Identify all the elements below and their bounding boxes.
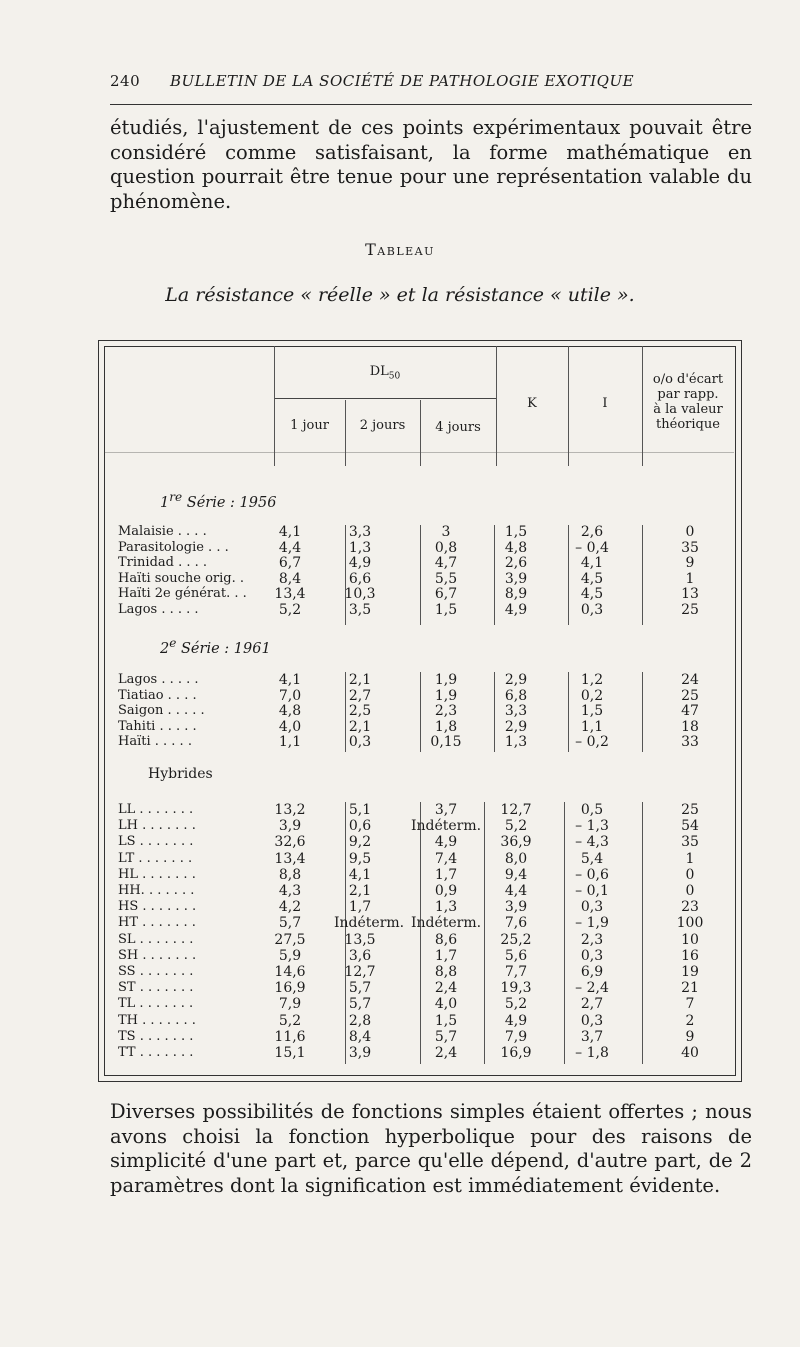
table-cell: 0,3 (580, 899, 604, 916)
table-cell: 3,7 (580, 1028, 604, 1045)
table-cell: 4,9 (504, 601, 528, 618)
row-label: Trinidad . . . . (118, 555, 208, 570)
row-label: SS . . . . . . . (118, 964, 194, 979)
table-cell: 16,9 (274, 980, 306, 997)
table-cell: 36,9 (500, 834, 532, 851)
table-heading: Tableau (365, 240, 435, 259)
table-cell: 7,9 (504, 1028, 528, 1045)
table-cell: 5,2 (504, 996, 528, 1013)
table-cell: 32,6 (274, 834, 306, 851)
row-label: ST . . . . . . . (118, 980, 194, 996)
table-cell: 9,2 (348, 834, 372, 851)
row-label: HL . . . . . . . (118, 866, 196, 882)
table-cell: 2 (685, 1012, 695, 1029)
table-cell: 0,3 (580, 1012, 604, 1029)
table-cell: 0,9 (434, 883, 458, 899)
table-cell: 3,7 (434, 802, 458, 818)
row-label: Lagos . . . . . (118, 601, 199, 617)
paragraph-conclusion: Diverses possibilités de fonctions simples étaient offertes ; nous avons choisi la fonction hyperbolique pour des raisons de simplicité d'une part et, parce qu'elle dépend, d'autre part, de 2 paramètres dont la signification est immédiatement évidente. (110, 1100, 752, 1197)
table-cell: 5,7 (278, 915, 302, 932)
table-cell: 4,0 (278, 718, 302, 735)
table-cell: 7,9 (278, 996, 302, 1013)
table-row (104, 867, 734, 883)
table-cell: Indéterm. (334, 915, 405, 932)
row-label: Saigon . . . . . (118, 703, 205, 718)
table-cell: 1,8 (434, 718, 458, 735)
table-cell: 8,6 (434, 931, 458, 948)
table-cell: 0 (685, 524, 695, 540)
table-cell: – 1,3 (575, 818, 609, 835)
table-cell: – 2,4 (575, 980, 609, 997)
table-cell: 25 (681, 601, 699, 618)
table-cell: 25 (681, 687, 699, 704)
table-cell: 3,3 (504, 703, 528, 719)
row-label: HH. . . . . . . (118, 883, 195, 898)
header-4-jours: 4 jours (435, 420, 481, 435)
table-cell: 4,9 (348, 555, 372, 571)
table-cell: 1 (685, 850, 695, 867)
table-cell: 7,6 (504, 915, 528, 932)
table-cell: 0,3 (348, 734, 372, 750)
table-cell: 4,5 (580, 586, 604, 602)
table-cell: 10,3 (344, 586, 376, 602)
header-i: I (602, 396, 608, 411)
table-cell: 1,2 (580, 672, 604, 688)
table-cell: 19 (681, 964, 699, 980)
row-label: TL . . . . . . . (118, 996, 194, 1012)
table-cell: 4,8 (504, 539, 528, 556)
table-cell: 12,7 (500, 802, 532, 818)
table-cell: 0,3 (580, 601, 604, 618)
table-cell: 5,7 (348, 980, 372, 997)
serie1-num: 1 (160, 494, 170, 511)
table-cell: 5,1 (348, 802, 372, 818)
table-row (104, 883, 734, 899)
row-label: Parasitologie . . . (118, 539, 229, 555)
table-cell: 8,0 (504, 850, 528, 867)
table-row (104, 555, 734, 571)
table-cell: 1,3 (504, 734, 528, 750)
table-cell: 1 (685, 570, 695, 587)
table-row (104, 818, 734, 834)
table-cell: 3,6 (348, 947, 372, 964)
table-row (104, 980, 734, 996)
table-cell: 6,8 (504, 687, 528, 704)
table-cell: 7,4 (434, 850, 458, 867)
table-cell: 40 (681, 1045, 699, 1061)
table-cell: 3,5 (348, 601, 372, 618)
row-label: TT . . . . . . . (118, 1045, 194, 1060)
table-cell: 6,9 (580, 964, 604, 980)
row-label: TS . . . . . . . (118, 1028, 194, 1044)
table-cell: – 1,9 (575, 915, 609, 932)
table-cell: 0,5 (580, 802, 604, 818)
table-row (104, 964, 734, 980)
table-cell: 5,7 (348, 996, 372, 1013)
table-cell: 1,9 (434, 672, 458, 688)
table-row (104, 540, 734, 556)
header-bottom-rule (104, 452, 734, 453)
serie1-sup: re (169, 490, 183, 504)
table-cell: 6,6 (348, 570, 372, 587)
row-label: Malaisie . . . . (118, 524, 207, 539)
header-2-jours: 2 jours (359, 418, 406, 433)
header-k: K (527, 396, 537, 411)
table-cell: 4,8 (278, 703, 302, 719)
table-cell: 14,6 (274, 964, 306, 980)
table-cell: 7 (685, 996, 695, 1013)
table-cell: 1,5 (434, 1012, 458, 1029)
serie2-sup: e (169, 636, 177, 650)
table-cell: 13 (681, 586, 699, 602)
table-cell: 1,7 (348, 899, 372, 916)
row-label: LT . . . . . . . (118, 850, 193, 866)
table-cell: 15,1 (274, 1045, 306, 1061)
table-cell: 1,5 (504, 524, 528, 540)
table-cell: 13,5 (344, 931, 376, 948)
table-row (104, 1029, 734, 1045)
table-cell: 13,4 (274, 850, 306, 867)
table-row (104, 851, 734, 867)
table-cell: 2,7 (348, 687, 372, 704)
row-label: HS . . . . . . . (118, 899, 197, 915)
table-cell: 2,1 (348, 672, 372, 688)
table-cell: 3 (441, 524, 451, 540)
table-cell: 0,3 (580, 947, 604, 964)
table-cell: 16,9 (500, 1045, 532, 1061)
table-cell: 2,4 (434, 1045, 458, 1061)
table-cell: 5,6 (504, 947, 528, 964)
table-row (104, 915, 734, 931)
table-cell: 2,4 (434, 980, 458, 997)
table-cell: 18 (681, 718, 699, 735)
table-cell: – 1,8 (575, 1045, 609, 1061)
section-title-serie-1 (160, 490, 276, 511)
table-cell: 24 (681, 672, 699, 688)
header-1-jour: 1 jour (290, 418, 329, 433)
table-row (104, 524, 734, 540)
section-title-serie-2 (160, 636, 271, 657)
table-cell: 35 (681, 539, 699, 556)
table-cell: 1,3 (434, 899, 458, 916)
table-cell: 5,2 (278, 1012, 302, 1029)
journal-title: BULLETIN DE LA SOCIÉTÉ DE PATHOLOGIE EXOTIQUE (170, 72, 635, 90)
table-cell: 4,4 (278, 539, 302, 556)
row-label: Haïti . . . . . (118, 734, 192, 749)
table-cell: 23 (681, 899, 699, 916)
table-cell: 5,7 (434, 1028, 458, 1045)
table-cell: 4,1 (580, 555, 604, 571)
table-cell: 5,5 (434, 570, 458, 587)
table-row (104, 571, 734, 587)
ecart-line-3: à la valeur (653, 402, 723, 417)
table-cell: 5,4 (580, 850, 604, 867)
table-cell: 9 (685, 555, 695, 571)
table-cell: 1,7 (434, 947, 458, 964)
table-row (104, 834, 734, 850)
table-cell: 0,2 (580, 687, 604, 704)
row-label: Haïti souche orig. . (118, 570, 245, 586)
table-row (104, 996, 734, 1012)
table-cell: – 0,1 (575, 883, 609, 899)
dl-label: DL (369, 364, 389, 379)
table-cell: 2,8 (348, 1012, 372, 1029)
page-number: 240 (110, 72, 141, 90)
table-cell: 2,1 (348, 883, 372, 899)
serie1-text: Série : 1956 (182, 494, 277, 511)
table-cell: 12,7 (344, 964, 376, 980)
table-cell: 35 (681, 834, 699, 851)
header-dl50 (274, 364, 496, 385)
table-cell: 7,0 (278, 687, 302, 704)
table-cell: 13,4 (274, 586, 306, 602)
table-row (104, 586, 734, 602)
row-label: TH . . . . . . . (118, 1012, 196, 1028)
row-label: Haïti 2e générat. . . (118, 586, 247, 601)
table-cell: 2,6 (504, 555, 528, 571)
table-cell: 5,9 (278, 947, 302, 964)
table-cell: 47 (681, 703, 699, 719)
table-row (104, 802, 734, 818)
table-cell: 8,8 (278, 866, 302, 883)
table-cell: 4,4 (504, 883, 528, 899)
table-cell: Indéterm. (410, 818, 482, 835)
table-cell: 1,1 (278, 734, 302, 750)
table-cell: 2,9 (504, 672, 528, 688)
table-cell: 0,15 (430, 734, 462, 750)
row-label: LL . . . . . . . (118, 802, 194, 817)
table-cell: 9,5 (348, 850, 372, 867)
table-cell: – 0,4 (575, 539, 609, 556)
table-row (104, 688, 734, 704)
table-cell: 4,1 (278, 672, 302, 688)
table-cell: 1,1 (580, 718, 604, 735)
table-row (104, 1013, 734, 1029)
table-row (104, 932, 734, 948)
table-cell: 3,3 (348, 524, 372, 540)
table-cell: 54 (681, 818, 699, 835)
table-cell: 27,5 (274, 931, 306, 948)
table-cell: 4,5 (580, 570, 604, 587)
row-label: HT . . . . . . . (118, 915, 196, 931)
ecart-line-1: o/o d'écart (652, 372, 724, 387)
table-cell: 8,4 (278, 570, 302, 587)
dl-subscript: 50 (388, 371, 401, 382)
row-label: Tahiti . . . . . (118, 718, 197, 734)
table-cell: 8,8 (434, 964, 458, 980)
table-row (104, 602, 734, 618)
table-cell: 2,1 (348, 718, 372, 735)
table-cell: 1,5 (434, 601, 458, 618)
paragraph-intro: étudiés, l'ajustement de ces points expérimentaux pouvait être considéré comme satisfaisant, la forme mathématique en question pourrait être tenue pour une représentation valable du phénomène. (110, 116, 752, 213)
table-cell: – 0,2 (575, 734, 609, 750)
table-cell: 4,1 (348, 866, 372, 883)
table-cell: 7,7 (504, 964, 528, 980)
table-cell: 4,9 (504, 1012, 528, 1029)
table-cell: 8,4 (348, 1028, 372, 1045)
table-cell: 0,8 (434, 539, 458, 556)
col-line-2 (345, 400, 346, 466)
table-cell: 2,5 (348, 703, 372, 719)
table-row (104, 672, 734, 688)
running-header (110, 72, 750, 90)
table-row (104, 948, 734, 964)
table-cell: 25 (681, 802, 699, 818)
table-cell: 16 (681, 947, 699, 964)
table-cell: 1,9 (434, 687, 458, 704)
table-cell: 9,4 (504, 866, 528, 883)
row-label: SL . . . . . . . (118, 931, 194, 947)
table-cell: 19,3 (500, 980, 532, 997)
table-cell: – 0,6 (575, 866, 609, 883)
table-cell: 1,7 (434, 866, 458, 883)
table-cell: 4,9 (434, 834, 458, 851)
table-cell: 0 (685, 883, 695, 899)
row-label: Tiatiao . . . . (118, 687, 197, 703)
table-cell: 3,9 (504, 899, 528, 916)
table-cell: 3,9 (278, 818, 302, 835)
table-cell: 6,7 (434, 586, 458, 602)
table-cell: 1,3 (348, 539, 372, 556)
table-cell: 3,9 (348, 1045, 372, 1061)
table-cell: 3,9 (504, 570, 528, 587)
ecart-line-2: par rapp. (657, 387, 719, 402)
table-cell: 9 (685, 1028, 695, 1045)
table-cell: 5,2 (278, 601, 302, 618)
table-cell: 0 (685, 866, 695, 883)
table-row (104, 734, 734, 750)
table-row (104, 703, 734, 719)
table-cell: 6,7 (278, 555, 302, 571)
table-cell: 4,2 (278, 899, 302, 916)
table-cell: 13,2 (274, 802, 306, 818)
table-row (104, 899, 734, 915)
table-cell: 2,9 (504, 718, 528, 735)
table-cell: Indéterm. (410, 915, 482, 932)
table-cell: 4,1 (278, 524, 302, 540)
header-rule (110, 104, 752, 105)
table-row (104, 1045, 734, 1061)
table-cell: 10 (681, 931, 699, 948)
table-cell: – 4,3 (575, 834, 609, 851)
table-cell: 4,0 (434, 996, 458, 1013)
table-cell: 8,9 (504, 586, 528, 602)
table-cell: 21 (681, 980, 699, 997)
table-cell: 33 (681, 734, 699, 750)
serie2-text: Série : 1961 (176, 640, 271, 657)
table-cell: 4,3 (278, 883, 302, 899)
header-ecart (642, 372, 734, 432)
table-cell: 2,3 (434, 703, 458, 719)
table-cell: 4,7 (434, 555, 458, 571)
table-title: La résistance « réelle » et la résistance « utile ». (165, 284, 635, 306)
ecart-line-4: théorique (656, 417, 720, 432)
table-cell: 2,3 (580, 931, 604, 948)
table-cell: 0,6 (348, 818, 372, 835)
table-cell: 1,5 (580, 703, 604, 719)
section-title-hybrides: Hybrides (148, 766, 213, 782)
table-row (104, 719, 734, 735)
row-label: Lagos . . . . . (118, 672, 199, 687)
table-cell: 2,7 (580, 996, 604, 1013)
dl-rule (274, 398, 496, 399)
table-cell: 5,2 (504, 818, 528, 835)
row-label: SH . . . . . . . (118, 947, 197, 963)
table-cell: 11,6 (274, 1028, 306, 1045)
row-label: LS . . . . . . . (118, 834, 194, 850)
row-label: LH . . . . . . . (118, 818, 196, 834)
table-cell: 2,6 (580, 524, 604, 540)
table-cell: 25,2 (500, 931, 532, 948)
serie2-num: 2 (160, 640, 170, 657)
table-cell: 100 (676, 915, 704, 932)
